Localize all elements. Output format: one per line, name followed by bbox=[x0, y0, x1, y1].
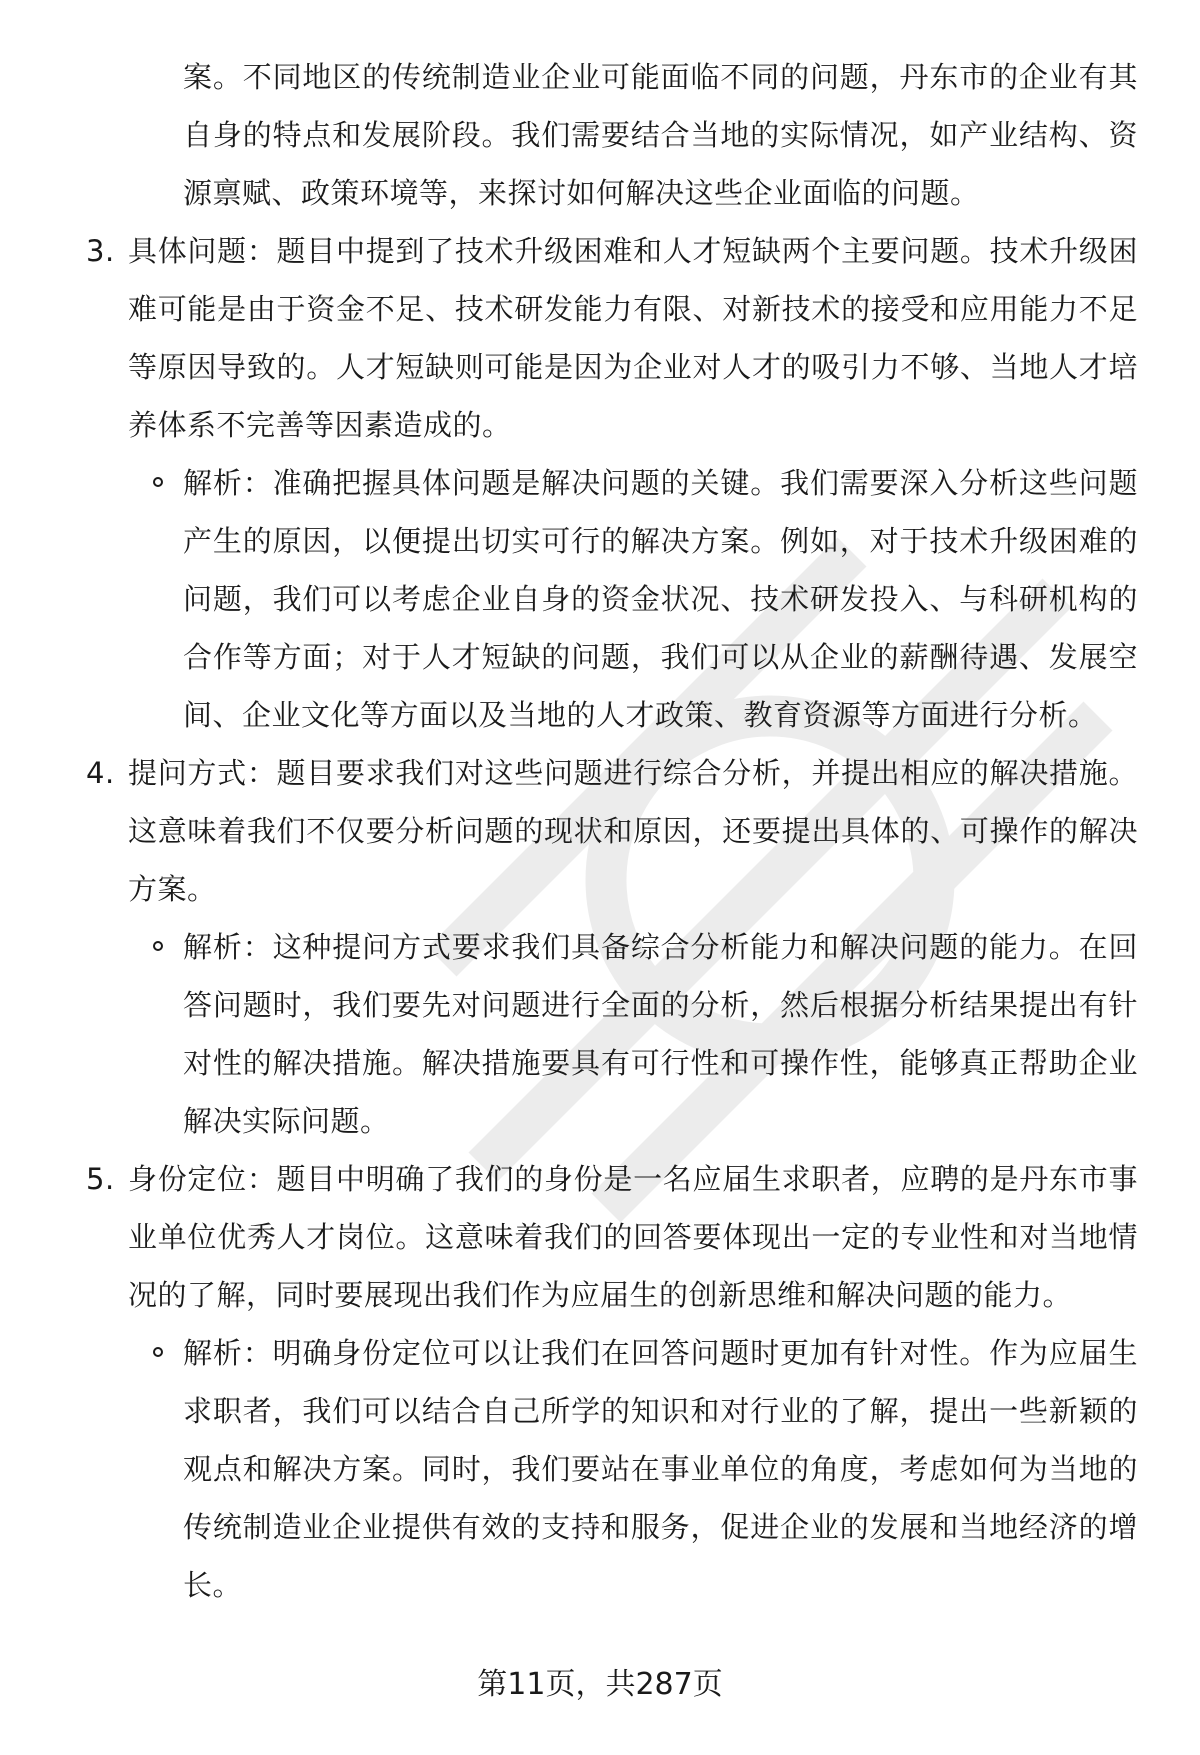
list-item-4 bbox=[86, 744, 1138, 918]
list-item-text: 提问方式：题目要求我们对这些问题进行综合分析，并提出相应的解决措施。这意味着我们不仅要分析问题的现状和原因，还要提出具体的、可操作的解决方案。 bbox=[128, 756, 1138, 906]
sub-item-analysis-3 bbox=[183, 454, 1138, 744]
sub-item-text: 解析：明确身份定位可以让我们在回答问题时更加有针对性。作为应届生求职者，我们可以结合自己所学的知识和对行业的了解，提出一些新颖的观点和解决方案。同时，我们要站在事业单位的角度，考虑如何为当地的传统制造业企业提供有效的支持和服务，促进企业的发展和当地经济的增长。 bbox=[183, 1336, 1138, 1602]
list-number: 3. bbox=[86, 234, 115, 268]
sub-item-analysis-4 bbox=[183, 918, 1138, 1150]
list-item-text: 身份定位：题目中明确了我们的身份是一名应届生求职者，应聘的是丹东市事业单位优秀人才岗位。这意味着我们的回答要体现出一定的专业性和对当地情况的了解，同时要展现出我们作为应届生的创新思维和解决问题的能力。 bbox=[128, 1162, 1138, 1312]
hollow-bullet-icon bbox=[153, 941, 163, 951]
list-item-3 bbox=[86, 222, 1138, 454]
sub-item-text: 解析：准确把握具体问题是解决问题的关键。我们需要深入分析这些问题产生的原因，以便提出切实可行的解决方案。例如，对于技术升级困难的问题，我们可以考虑企业自身的资金状况、技术研发投入、与科研机构的合作等方面；对于人才短缺的问题，我们可以从企业的薪酬待遇、发展空间、企业文化等方面以及当地的人才政策、教育资源等方面进行分析。 bbox=[183, 466, 1138, 732]
list-item-5 bbox=[86, 1150, 1138, 1324]
sub-item-analysis-5 bbox=[183, 1324, 1138, 1614]
hollow-bullet-icon bbox=[153, 1347, 163, 1357]
continued-paragraph: 案。不同地区的传统制造业企业可能面临不同的问题，丹东市的企业有其自身的特点和发展阶段。我们需要结合当地的实际情况，如产业结构、资源禀赋、政策环境等，来探讨如何解决这些企业面临的问题。 bbox=[183, 60, 1138, 210]
document-body bbox=[0, 48, 1200, 1614]
page-number-footer: 第11页，共287页 bbox=[477, 1667, 723, 1702]
hollow-bullet-icon bbox=[153, 477, 163, 487]
list-number: 5. bbox=[86, 1162, 115, 1196]
list-item-text: 具体问题：题目中提到了技术升级困难和人才短缺两个主要问题。技术升级困难可能是由于资金不足、技术研发能力有限、对新技术的接受和应用能力不足等原因导致的。人才短缺则可能是因为企业对人才的吸引力不够、当地人才培养体系不完善等因素造成的。 bbox=[128, 234, 1138, 442]
sub-item-text: 解析：这种提问方式要求我们具备综合分析能力和解决问题的能力。在回答问题时，我们要先对问题进行全面的分析，然后根据分析结果提出有针对性的解决措施。解决措施要具有可行性和可操作性，能够真正帮助企业解决实际问题。 bbox=[183, 930, 1138, 1138]
list-number: 4. bbox=[86, 756, 115, 790]
